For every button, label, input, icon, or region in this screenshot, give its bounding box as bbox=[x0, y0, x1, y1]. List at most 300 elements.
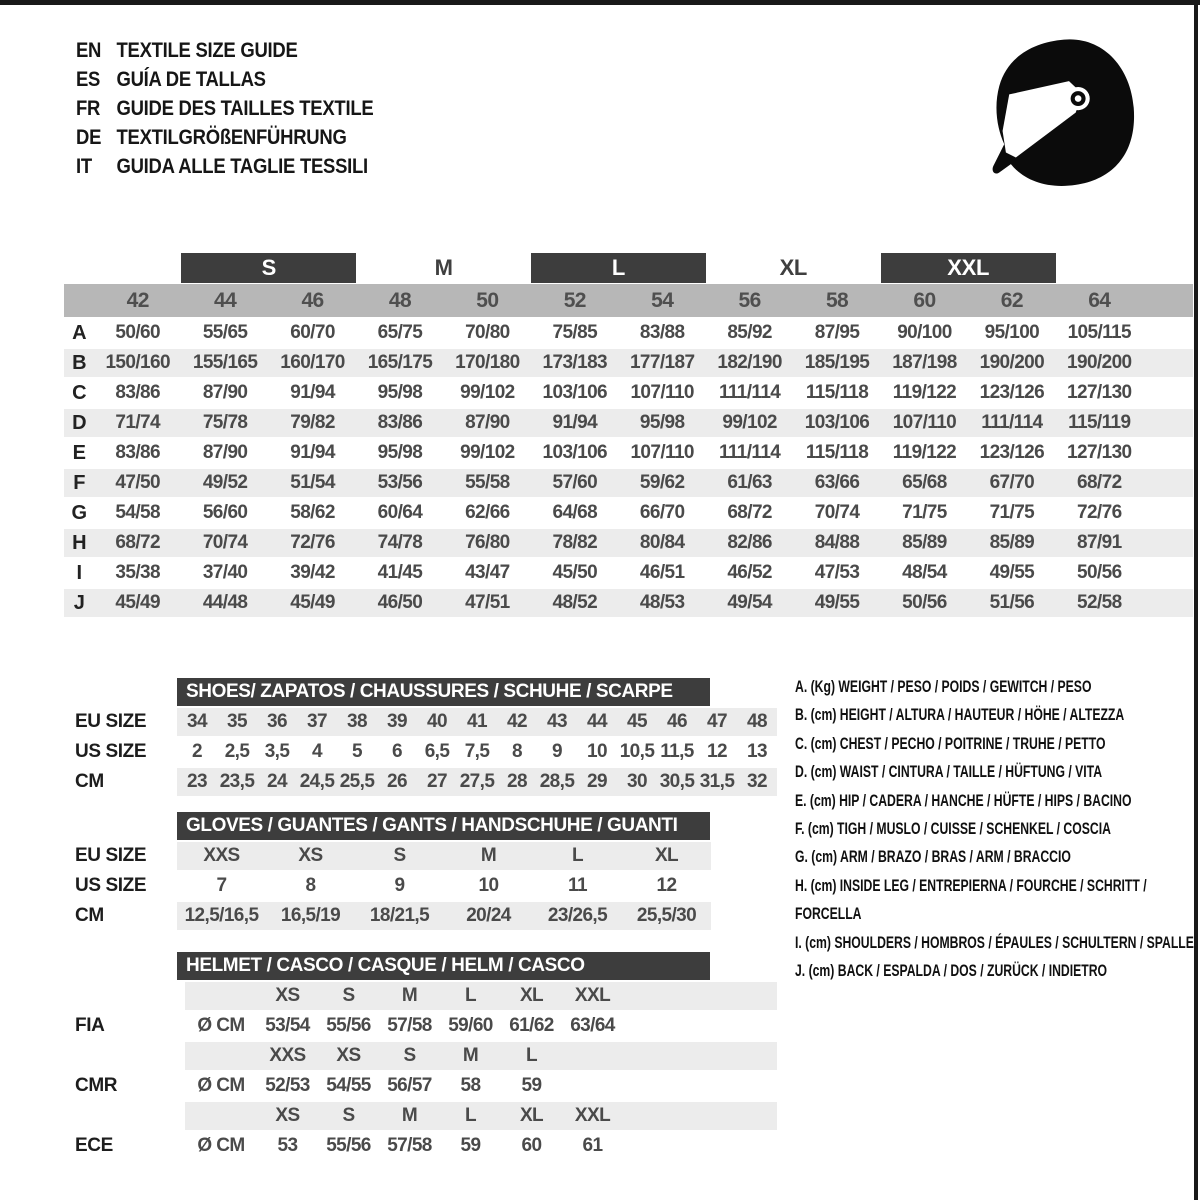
helmet-unit-header-cell bbox=[185, 1102, 257, 1130]
helmet-unit-cell: Ø CM bbox=[197, 1135, 245, 1156]
size-value-cell: 123/126 bbox=[979, 442, 1045, 463]
helmet-size-header-cell: XL bbox=[501, 982, 562, 1010]
size-cell: L bbox=[571, 845, 583, 866]
language-row bbox=[76, 36, 373, 65]
helmet-size-header-cell: XXL bbox=[562, 1102, 623, 1130]
size-cell: 42 bbox=[507, 711, 527, 732]
size-cell: 37 bbox=[307, 711, 327, 732]
size-value-cell: 46/51 bbox=[639, 562, 685, 583]
size-value-cell: 52/58 bbox=[1077, 592, 1122, 613]
header-filler bbox=[623, 982, 777, 1010]
size-cell: 18/21,5 bbox=[369, 905, 430, 926]
size-cell: 30,5 bbox=[659, 771, 695, 792]
size-group-l: L bbox=[531, 253, 706, 283]
helmet-rows bbox=[64, 982, 777, 1160]
shoes-section-title: SHOES/ ZAPATOS / CHAUSSURES / SCHUHE / SCARPE bbox=[177, 678, 710, 706]
row-filler bbox=[623, 1132, 777, 1160]
size-cell: 24,5 bbox=[299, 771, 335, 792]
size-value-cell: 44/48 bbox=[202, 592, 248, 613]
helmet-value-cell: 52/53 bbox=[265, 1075, 310, 1096]
size-cell: 48 bbox=[747, 711, 767, 732]
size-cell: 26 bbox=[387, 771, 407, 792]
shoes-size-table bbox=[64, 678, 777, 796]
size-value-cell: 160/170 bbox=[280, 352, 345, 373]
helmet-size-header-cell: XXS bbox=[257, 1042, 318, 1070]
size-cell: 41 bbox=[467, 711, 487, 732]
measure-row-f bbox=[64, 469, 1193, 497]
size-value-cell: 70/74 bbox=[814, 502, 860, 523]
size-cell: 28,5 bbox=[539, 771, 575, 792]
size-group-xxl: XXL bbox=[881, 253, 1056, 283]
size-value-cell: 70/74 bbox=[202, 532, 248, 553]
size-cell: 2 bbox=[192, 741, 202, 762]
measurement-legend bbox=[795, 673, 1195, 985]
size-cell: S bbox=[393, 845, 406, 866]
size-cell: 3,5 bbox=[264, 741, 290, 762]
size-cell: 9 bbox=[394, 875, 405, 896]
size-value-cell: 41/45 bbox=[377, 562, 423, 583]
size-value-cell: 95/98 bbox=[639, 412, 685, 433]
size-value-cell: 99/102 bbox=[460, 382, 515, 403]
helmet-size-header-row-ece bbox=[64, 1102, 777, 1130]
row-letter: I bbox=[76, 561, 82, 584]
size-value-cell: 115/119 bbox=[1068, 412, 1131, 433]
size-cell: 24 bbox=[267, 771, 287, 792]
size-cell: 7 bbox=[216, 875, 227, 896]
numeric-size-cell: 54 bbox=[651, 288, 674, 312]
helmet-size-header-cell: L bbox=[501, 1042, 562, 1070]
helmet-value-cell: 53/54 bbox=[265, 1015, 310, 1036]
language-code: DE bbox=[76, 126, 102, 149]
row-filler bbox=[1143, 349, 1193, 377]
size-group-m: M bbox=[434, 255, 453, 280]
size-value-cell: 35/38 bbox=[115, 562, 160, 583]
numeric-size-cell: 46 bbox=[301, 288, 324, 312]
gloves-size-table bbox=[64, 812, 711, 930]
size-cell: 36 bbox=[267, 711, 287, 732]
size-value-cell: 43/47 bbox=[465, 562, 510, 583]
size-value-cell: 45/49 bbox=[115, 592, 160, 613]
helmet-value-cell: 58 bbox=[460, 1075, 481, 1096]
size-cell: 39 bbox=[387, 711, 407, 732]
size-cell: 25,5/30 bbox=[636, 905, 697, 926]
size-value-cell: 70/80 bbox=[465, 322, 510, 343]
numeric-size-cell: 50 bbox=[476, 288, 499, 312]
size-cell: 45 bbox=[627, 711, 647, 732]
size-value-cell: 82/86 bbox=[727, 532, 772, 553]
size-cell: 29 bbox=[587, 771, 607, 792]
size-group-bars bbox=[64, 253, 1193, 283]
size-value-cell: 80/84 bbox=[639, 532, 685, 553]
size-value-cell: 54/58 bbox=[115, 502, 160, 523]
helmet-value-cell bbox=[562, 1072, 623, 1100]
size-value-cell: 78/82 bbox=[552, 532, 598, 553]
helmet-size-header-cell: S bbox=[318, 982, 379, 1010]
size-value-cell: 48/52 bbox=[552, 592, 598, 613]
size-value-cell: 107/110 bbox=[630, 382, 694, 403]
language-title: GUIDA ALLE TAGLIE TESSILI bbox=[116, 155, 368, 178]
size-value-cell: 87/90 bbox=[202, 382, 248, 403]
size-value-cell: 65/68 bbox=[902, 472, 947, 493]
gloves-rows bbox=[64, 842, 711, 930]
row-label-empty bbox=[64, 1042, 185, 1070]
helmet-size-header-row-cmr bbox=[64, 1042, 777, 1070]
size-cell: 46 bbox=[667, 711, 687, 732]
row-label: EU SIZE bbox=[75, 845, 147, 866]
row-filler bbox=[623, 1072, 777, 1100]
size-value-cell: 75/85 bbox=[552, 322, 598, 343]
band-filler bbox=[1143, 284, 1193, 317]
size-cell: 23,5 bbox=[219, 771, 255, 792]
size-value-cell: 115/118 bbox=[805, 382, 869, 403]
row-filler bbox=[1143, 319, 1193, 347]
size-value-cell: 105/115 bbox=[1067, 322, 1131, 343]
row-letter: G bbox=[71, 501, 87, 524]
helmet-size-header-cell: S bbox=[379, 1042, 440, 1070]
size-value-cell: 53/56 bbox=[377, 472, 423, 493]
size-value-cell: 55/58 bbox=[465, 472, 510, 493]
language-title: TEXTILE SIZE GUIDE bbox=[116, 39, 298, 62]
size-value-cell: 50/60 bbox=[115, 322, 160, 343]
helmet-unit-header-cell bbox=[185, 1042, 257, 1070]
size-cell: 12 bbox=[707, 741, 727, 762]
size-cell: 5 bbox=[352, 741, 362, 762]
size-cell: 8 bbox=[305, 875, 316, 896]
row-label: CM bbox=[75, 905, 104, 926]
helmet-value-cell: 55/56 bbox=[326, 1135, 371, 1156]
measure-row-c bbox=[64, 379, 1193, 407]
row-label-empty bbox=[64, 982, 185, 1010]
numeric-size-cell: 56 bbox=[738, 288, 761, 312]
language-code: ES bbox=[76, 68, 101, 91]
size-cell: 28 bbox=[507, 771, 527, 792]
size-value-cell: 190/200 bbox=[979, 352, 1045, 373]
measure-row-b bbox=[64, 349, 1193, 377]
helmet-size-header-cell: M bbox=[379, 1102, 440, 1130]
size-cell: XL bbox=[654, 845, 679, 866]
helmet-standard-row-fia bbox=[64, 1012, 777, 1040]
language-title-list bbox=[76, 36, 373, 181]
size-cell: 10 bbox=[587, 741, 607, 762]
helmet-value-cell: 54/55 bbox=[326, 1075, 371, 1096]
measure-row-d bbox=[64, 409, 1193, 437]
size-cell: 11 bbox=[568, 875, 587, 896]
size-value-cell: 95/98 bbox=[377, 442, 423, 463]
size-value-cell: 91/94 bbox=[290, 382, 335, 403]
size-cell: 16,5/19 bbox=[280, 905, 341, 926]
size-value-cell: 85/92 bbox=[727, 322, 772, 343]
size-value-cell: 71/75 bbox=[902, 502, 947, 523]
helmet-standard-label: CMR bbox=[75, 1075, 118, 1096]
size-cell: M bbox=[480, 845, 497, 866]
size-value-cell: 63/66 bbox=[814, 472, 860, 493]
size-value-cell: 64/68 bbox=[552, 502, 598, 523]
helmet-unit-cell: Ø CM bbox=[197, 1015, 245, 1036]
size-value-cell: 123/126 bbox=[979, 382, 1045, 403]
size-value-cell: 46/50 bbox=[377, 592, 423, 613]
size-row-cm bbox=[64, 902, 711, 930]
size-value-cell: 95/98 bbox=[377, 382, 423, 403]
size-value-cell: 49/52 bbox=[202, 472, 248, 493]
size-value-cell: 173/183 bbox=[542, 352, 608, 373]
size-value-cell: 90/100 bbox=[897, 322, 952, 343]
helmet-value-cell: 56/57 bbox=[387, 1075, 432, 1096]
header-filler bbox=[623, 1102, 777, 1130]
size-cell: 11,5 bbox=[660, 741, 694, 762]
size-cell: 23 bbox=[187, 771, 207, 792]
band-corner-cell bbox=[64, 284, 94, 317]
helmet-size-table bbox=[64, 952, 777, 1160]
size-cell: 2,5 bbox=[224, 741, 250, 762]
size-value-cell: 103/106 bbox=[542, 382, 608, 403]
helmet-value-cell: 57/58 bbox=[387, 1135, 432, 1156]
legend-item: B. (cm) HEIGHT / ALTURA / HAUTEUR / HÖHE / ALTEZZA bbox=[795, 706, 1125, 725]
size-value-cell: 49/55 bbox=[989, 562, 1035, 583]
size-cell: 34 bbox=[187, 711, 207, 732]
numeric-size-cell: 48 bbox=[388, 288, 412, 312]
top-border-line bbox=[0, 0, 1200, 5]
size-value-cell: 83/86 bbox=[115, 382, 160, 403]
size-value-cell: 107/110 bbox=[892, 412, 957, 433]
legend-item: G. (cm) ARM / BRAZO / BRAS / ARM / BRACCIO bbox=[795, 848, 1071, 867]
size-value-cell: 68/72 bbox=[115, 532, 160, 553]
size-value-cell: 60/64 bbox=[377, 502, 423, 523]
helmet-unit-header-cell bbox=[185, 982, 257, 1010]
size-value-cell: 165/175 bbox=[367, 352, 433, 373]
row-letter: A bbox=[72, 321, 86, 344]
row-filler bbox=[1143, 589, 1193, 617]
size-cell: 35 bbox=[227, 711, 247, 732]
size-row-us-size bbox=[64, 738, 777, 766]
helmet-size-header-cell: XS bbox=[257, 1102, 318, 1130]
size-value-cell: 48/53 bbox=[639, 592, 685, 613]
size-value-cell: 99/102 bbox=[460, 442, 515, 463]
size-value-cell: 85/89 bbox=[902, 532, 947, 553]
numeric-size-cell: 58 bbox=[825, 288, 849, 312]
row-letter: B bbox=[72, 351, 86, 374]
size-value-cell: 84/88 bbox=[814, 532, 860, 553]
size-value-cell: 103/106 bbox=[804, 412, 870, 433]
size-value-cell: 46/52 bbox=[727, 562, 772, 583]
legend-item: F. (cm) TIGH / MUSLO / CUISSE / SCHENKEL / COSCIA bbox=[795, 820, 1111, 839]
size-value-cell: 182/190 bbox=[717, 352, 782, 373]
size-value-cell: 47/50 bbox=[115, 472, 160, 493]
size-value-cell: 74/78 bbox=[377, 532, 423, 553]
numeric-size-cell: 64 bbox=[1088, 288, 1111, 312]
row-filler bbox=[1143, 559, 1193, 587]
size-value-cell: 187/198 bbox=[892, 352, 957, 373]
helmet-size-header-cell: L bbox=[440, 1102, 501, 1130]
size-value-cell: 61/63 bbox=[727, 472, 772, 493]
size-cell: 38 bbox=[347, 711, 367, 732]
size-value-cell: 47/51 bbox=[465, 592, 510, 613]
size-cell: XS bbox=[298, 845, 323, 866]
legend-item: A. (Kg) WEIGHT / PESO / POIDS / GEWITCH / PESO bbox=[795, 678, 1092, 696]
size-value-cell: 60/70 bbox=[290, 322, 335, 343]
size-value-cell: 49/55 bbox=[814, 592, 860, 613]
measure-row-j bbox=[64, 589, 1193, 617]
right-border-line bbox=[1194, 0, 1198, 1200]
size-cell: XXS bbox=[203, 845, 240, 866]
language-title: GUÍA DE TALLAS bbox=[116, 68, 266, 91]
size-cell: 4 bbox=[312, 741, 322, 762]
size-row-us-size bbox=[64, 872, 711, 900]
row-letter: J bbox=[73, 591, 85, 614]
language-code: EN bbox=[76, 39, 102, 62]
size-value-cell: 91/94 bbox=[290, 442, 335, 463]
row-filler bbox=[1143, 469, 1193, 497]
language-code: FR bbox=[76, 97, 101, 120]
language-row bbox=[76, 94, 373, 123]
size-value-cell: 95/100 bbox=[984, 322, 1040, 343]
size-value-cell: 150/160 bbox=[105, 352, 170, 373]
size-group-xl: XL bbox=[779, 255, 808, 280]
language-title: TEXTILGRÖßENFÜHRUNG bbox=[116, 126, 347, 149]
size-value-cell: 50/56 bbox=[902, 592, 947, 613]
size-value-cell: 177/187 bbox=[629, 352, 695, 373]
size-value-cell: 75/78 bbox=[202, 412, 248, 433]
size-cell: 23/26,5 bbox=[547, 905, 608, 926]
helmet-size-header-cell: L bbox=[440, 982, 501, 1010]
size-value-cell: 56/60 bbox=[202, 502, 248, 523]
size-value-cell: 67/70 bbox=[989, 472, 1035, 493]
row-values bbox=[177, 872, 711, 900]
legend-item: J. (cm) BACK / ESPALDA / DOS / ZURÜCK / INDIETRO bbox=[795, 962, 1108, 981]
language-row bbox=[76, 152, 373, 181]
numeric-size-cell: 60 bbox=[913, 288, 936, 312]
size-value-cell: 45/49 bbox=[290, 592, 335, 613]
numeric-size-cell: 52 bbox=[563, 288, 586, 312]
size-value-cell: 91/94 bbox=[552, 412, 598, 433]
size-cell: 6,5 bbox=[424, 741, 450, 762]
gloves-section-title: GLOVES / GUANTES / GANTS / HANDSCHUHE / GUANTI bbox=[177, 812, 710, 840]
racing-helmet-icon bbox=[980, 33, 1148, 199]
helmet-unit-cell: Ø CM bbox=[197, 1075, 245, 1096]
size-value-cell: 111/114 bbox=[981, 412, 1043, 433]
size-value-cell: 115/118 bbox=[805, 442, 869, 463]
size-value-cell: 62/66 bbox=[465, 502, 510, 523]
helmet-standard-label: FIA bbox=[75, 1015, 105, 1036]
size-cell: 27 bbox=[427, 771, 447, 792]
size-value-cell: 87/90 bbox=[202, 442, 248, 463]
measure-row-g bbox=[64, 499, 1193, 527]
legend-item: D. (cm) WAIST / CINTURA / TAILLE / HÜFTUNG / VITA bbox=[795, 763, 1103, 782]
size-cell: 27,5 bbox=[459, 771, 495, 792]
helmet-size-header-row-fia bbox=[64, 982, 777, 1010]
size-value-cell: 71/74 bbox=[115, 412, 160, 433]
helmet-size-header-cell: M bbox=[379, 982, 440, 1010]
size-value-cell: 155/165 bbox=[192, 352, 258, 373]
row-label-empty bbox=[64, 1102, 185, 1130]
size-value-cell: 57/60 bbox=[552, 472, 598, 493]
size-cell: 6 bbox=[392, 741, 402, 762]
size-value-cell: 58/62 bbox=[290, 502, 335, 523]
helmet-size-header-cell: M bbox=[440, 1042, 501, 1070]
size-value-cell: 72/76 bbox=[1077, 502, 1122, 523]
row-label: US SIZE bbox=[75, 875, 147, 896]
helmet-value-cell: 59/60 bbox=[448, 1015, 493, 1036]
size-cell: 10,5 bbox=[619, 741, 655, 762]
size-value-cell: 83/88 bbox=[639, 322, 685, 343]
measure-row-e bbox=[64, 439, 1193, 467]
size-value-cell: 107/110 bbox=[630, 442, 694, 463]
legend-item: E. (cm) HIP / CADERA / HANCHE / HÜFTE / HIPS / BACINO bbox=[795, 791, 1132, 810]
size-value-cell: 87/95 bbox=[814, 322, 860, 343]
size-value-cell: 68/72 bbox=[1077, 472, 1122, 493]
size-value-cell: 65/75 bbox=[377, 322, 423, 343]
measure-row-i bbox=[64, 559, 1193, 587]
helmet-value-cell: 60 bbox=[521, 1135, 542, 1156]
legend-item: C. (cm) CHEST / PECHO / POITRINE / TRUHE / PETTO bbox=[795, 734, 1106, 753]
size-cell: 32 bbox=[747, 771, 767, 792]
helmet-size-header-cell: XL bbox=[501, 1102, 562, 1130]
size-value-cell: 111/114 bbox=[718, 442, 781, 463]
language-title: GUIDE DES TAILLES TEXTILE bbox=[116, 97, 374, 120]
size-value-cell: 127/130 bbox=[1067, 442, 1132, 463]
size-value-cell: 111/114 bbox=[718, 382, 781, 403]
helmet-size-header-cell: XXL bbox=[562, 982, 623, 1010]
size-value-cell: 68/72 bbox=[727, 502, 772, 523]
size-cell: 30 bbox=[627, 771, 647, 792]
language-row bbox=[76, 123, 373, 152]
size-value-cell: 99/102 bbox=[722, 412, 777, 433]
size-value-cell: 45/50 bbox=[552, 562, 598, 583]
legend-item: I. (cm) SHOULDERS / HOMBROS / ÉPAULES / SCHULTERN / SPALLE bbox=[795, 933, 1194, 952]
textile-size-table bbox=[64, 253, 1193, 619]
size-cell: 31,5 bbox=[699, 771, 735, 792]
shoes-rows bbox=[64, 708, 777, 796]
helmet-size-header-cell bbox=[562, 1042, 623, 1070]
row-label: CM bbox=[75, 771, 104, 792]
size-value-cell: 185/195 bbox=[804, 352, 870, 373]
size-value-cell: 72/76 bbox=[290, 532, 335, 553]
size-row-eu-size bbox=[64, 708, 777, 736]
size-value-cell: 127/130 bbox=[1067, 382, 1132, 403]
row-label: US SIZE bbox=[75, 741, 147, 762]
helmet-value-cell: 53 bbox=[277, 1135, 298, 1156]
size-cell: 7,5 bbox=[464, 741, 490, 762]
helmet-value-cell: 63/64 bbox=[570, 1015, 615, 1036]
size-value-cell: 76/80 bbox=[465, 532, 510, 553]
row-filler bbox=[1143, 439, 1193, 467]
size-value-cell: 79/82 bbox=[290, 412, 335, 433]
helmet-standard-label: ECE bbox=[75, 1135, 113, 1156]
row-values bbox=[177, 842, 711, 870]
size-cell: 12,5/16,5 bbox=[184, 905, 259, 926]
row-values bbox=[177, 738, 777, 766]
header-filler bbox=[623, 1042, 777, 1070]
row-letter: D bbox=[72, 411, 86, 434]
size-value-cell: 51/54 bbox=[290, 472, 335, 493]
size-value-cell: 87/90 bbox=[465, 412, 510, 433]
size-cell: 8 bbox=[512, 741, 522, 762]
size-value-cell: 47/53 bbox=[814, 562, 860, 583]
size-value-cell: 39/42 bbox=[290, 562, 335, 583]
size-cell: 44 bbox=[587, 711, 607, 732]
size-cell: 40 bbox=[427, 711, 447, 732]
size-value-cell: 119/122 bbox=[892, 382, 957, 403]
row-filler bbox=[623, 1012, 777, 1040]
size-cell: 12 bbox=[656, 875, 677, 896]
size-value-cell: 119/122 bbox=[892, 442, 957, 463]
row-label: EU SIZE bbox=[75, 711, 147, 732]
row-letter: F bbox=[73, 471, 85, 494]
size-row-cm bbox=[64, 768, 777, 796]
size-value-cell: 87/91 bbox=[1077, 532, 1122, 553]
row-letter: C bbox=[72, 381, 86, 404]
size-row-eu-size bbox=[64, 842, 711, 870]
size-value-cell: 71/75 bbox=[989, 502, 1035, 523]
